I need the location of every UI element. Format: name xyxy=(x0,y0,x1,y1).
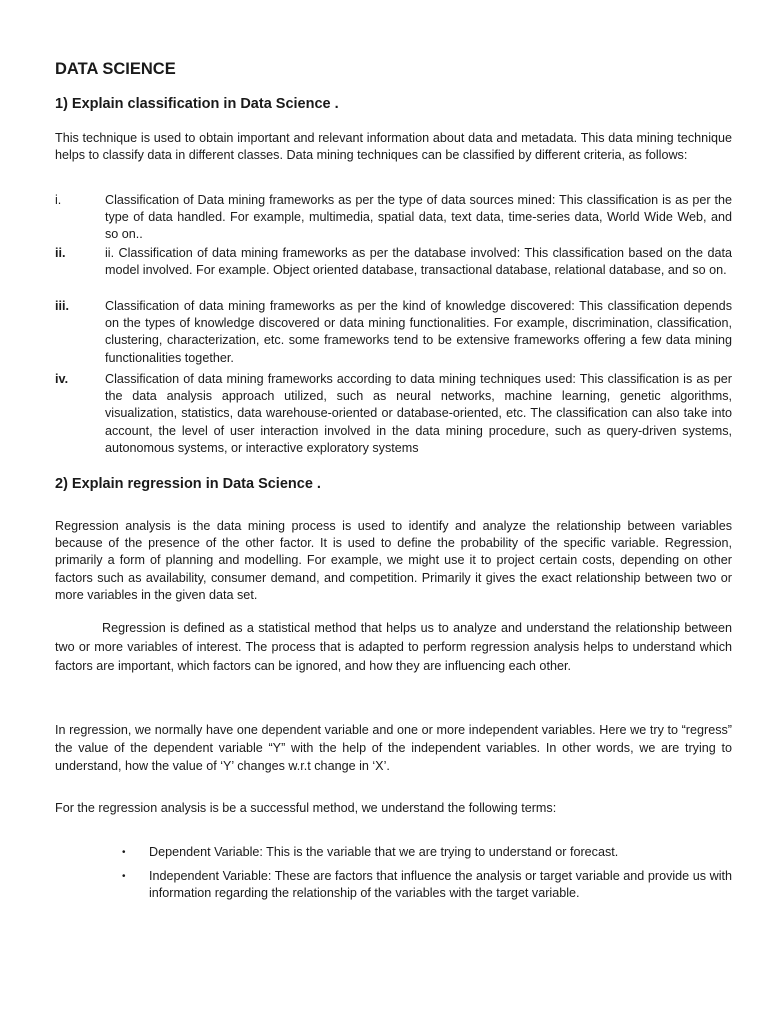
list-text: Classification of Data mining frameworks as per the type of data sources mined: This classification is as per the type of data handled. For example, multimedia, spatial data, text data, time-series data, World Wide Web, and so on.. xyxy=(105,193,732,242)
list-number: ii. xyxy=(55,246,66,260)
bullet-item xyxy=(122,844,732,861)
list-number: i. xyxy=(55,193,62,207)
list-item xyxy=(55,298,732,367)
section-2-paragraph-2: Regression is defined as a statistical method that helps us to analyze and understand the relationship between two or more variables of interest. The process that is adapted to perform regression analysis helps to understand which factors are important, which factors can be ignored, and how they are influencing each other. xyxy=(55,621,732,673)
section-2-paragraph-4: For the regression analysis is be a successful method, we understand the following terms: xyxy=(55,801,557,815)
bullet-icon: • xyxy=(122,871,126,882)
bullet-item xyxy=(122,868,732,902)
bullet-icon: • xyxy=(122,847,126,858)
bullet-text: Dependent Variable: This is the variable that we are trying to understand or forecast. xyxy=(149,845,619,859)
section-2-paragraph-1: Regression analysis is the data mining process is used to identify and analyze the relationship between variables because of the presence of the other factor. It is used to define the probability of the specific variable. Regression, primarily a form of planning and modelling. For example, we might use it to project certain costs, depending on other factors such as availability, consumer demand, and competition. Primarily it gives the exact relationship between two or more variables in the given data set. xyxy=(55,519,732,602)
section-2-paragraph-3: In regression, we normally have one dependent variable and one or more independent variables. Here we try to “regress” the value of the dependent variable “Y” with the help of the independent variables. In other words, we are trying to understand, how the value of ‘Y’ changes w.r.t change in ‘X’. xyxy=(55,723,732,773)
section-2-heading: 2) Explain regression in Data Science . xyxy=(55,476,321,492)
bullet-text: Independent Variable: These are factors that influence the analysis or target variable and provide us with information regarding the relationship of the variables with the target variable. xyxy=(149,869,732,901)
list-item xyxy=(55,371,732,457)
list-text: Classification of data mining frameworks as per the kind of knowledge discovered: This classification depends on the types of knowledge discovered or data mining functionalities. For example, discrimination, classification, clustering, characterization, etc. some frameworks tend to be extensive frameworks offering a few data mining functionalities together. xyxy=(105,299,732,365)
section-1-heading: 1) Explain classification in Data Science . xyxy=(55,96,339,112)
list-text: Classification of data mining frameworks according to data mining techniques used: This classification is as per the data analysis approach utilized, such as neural networks, machine learning, genetic algorithms, visualization, statistics, data warehouse-oriented or database-oriented, etc. The classification can also take into account, the level of user interaction involved in the data mining procedure, such as query-driven systems, autonomous systems, or interactive exploratory systems xyxy=(105,372,732,455)
list-text: ii. Classification of data mining frameworks as per the database involved: This classification based on the data model involved. For example. Object oriented database, transactional database, relational database, and so on. xyxy=(105,246,732,278)
document-title: DATA SCIENCE xyxy=(55,60,176,78)
section-1-intro: This technique is used to obtain important and relevant information about data and metadata. This data mining technique helps to classify data in different classes. Data mining techniques can be classified by different criteria, as follows: xyxy=(55,131,732,163)
list-item xyxy=(55,245,732,279)
list-number: iii. xyxy=(55,299,69,313)
list-item xyxy=(55,192,732,244)
list-number: iv. xyxy=(55,372,69,386)
